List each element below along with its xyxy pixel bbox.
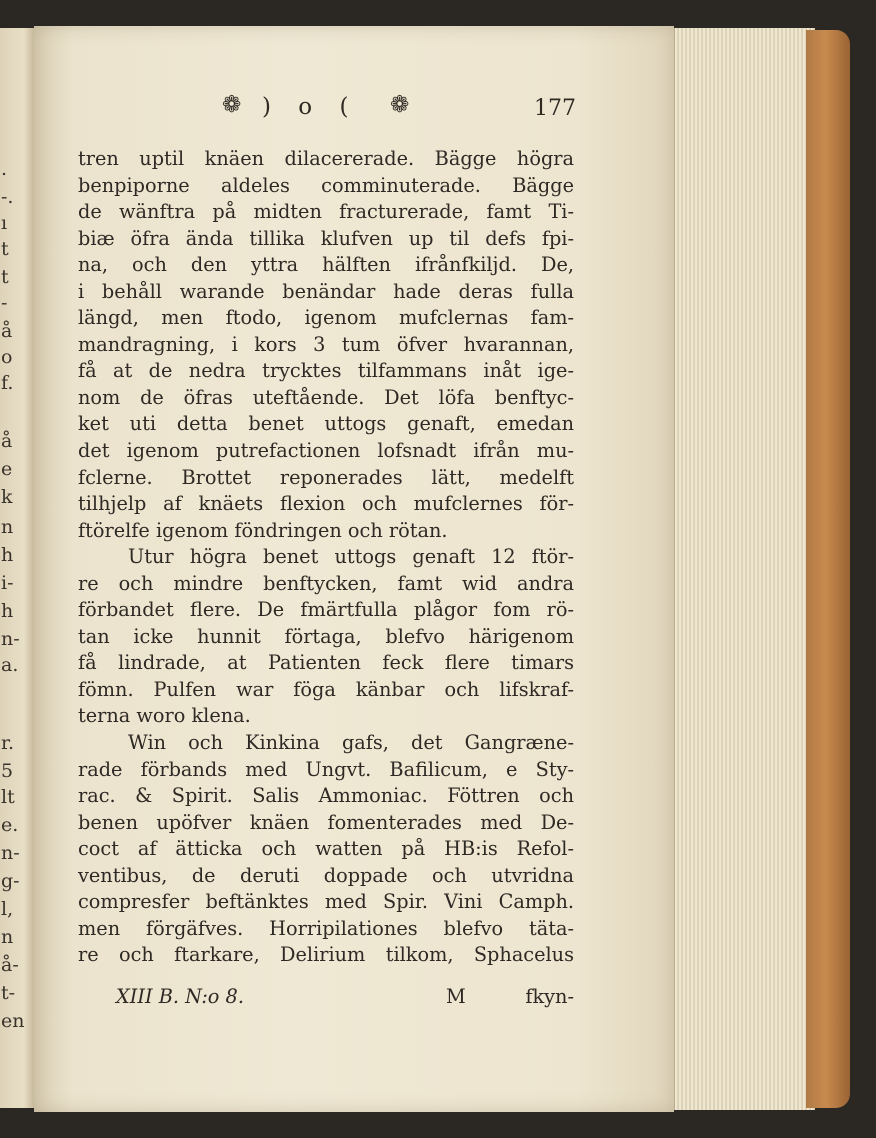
signature-mark: XIII B. N:o 8.: [116, 985, 244, 1008]
text-line: de wänftra på midten fracturerade, famt Ti-: [78, 200, 574, 224]
text-line: terna woro klena.: [78, 704, 251, 728]
page-number: 177: [534, 96, 576, 121]
text-line: tilhjelp af knäets flexion och mufclernes för-: [78, 492, 574, 516]
text-line: det igenom putrefactionen lofsnadt ifrån mu-: [78, 439, 574, 463]
text-line: förbandet flere. De fmärtfulla plågor fom rö-: [78, 598, 574, 622]
paragraph-start-line: Win och Kinkina gafs, det Gangræne-: [128, 731, 574, 755]
left-fragment: f.: [1, 372, 14, 394]
text-line: re och ftarkare, Delirium tilkom, Sphacelus: [78, 943, 574, 967]
left-fragment: 5: [1, 760, 14, 782]
left-fragment: h: [1, 544, 14, 566]
left-fragment: i-: [1, 572, 14, 594]
left-fragment: t-: [1, 982, 16, 1004]
text-line: compresfer beftänktes med Spir. Vini Camph.: [78, 890, 574, 914]
left-fragment: e: [1, 458, 13, 480]
left-fragment: å: [1, 430, 13, 452]
text-line: mandragning, i kors 3 tum öfver hvarannan,: [78, 332, 574, 356]
left-fragment: n-: [1, 628, 20, 650]
text-line: benen upöfver knäen fomenterades med De-: [78, 810, 574, 834]
page-header: [222, 92, 592, 128]
left-fragment: lt: [1, 786, 15, 808]
text-line: tren uptil knäen dilacererade. Bägge högra: [78, 147, 574, 170]
left-fragment: -: [1, 292, 8, 314]
left-fragment: e.: [1, 814, 19, 836]
left-fragment: ı: [1, 212, 8, 234]
left-fragment: å-: [1, 954, 19, 976]
left-fragment: h: [1, 600, 14, 622]
left-fragment: n: [1, 926, 14, 948]
paragraph-start-line: Utur högra benet uttogs genaft 12 ftör-: [128, 545, 574, 569]
text-line: biæ öfra ända tillika klufven up til defs fpi-: [78, 226, 574, 250]
text-line: ket uti detta benet uttogs genaft, emedan: [78, 412, 574, 436]
gathering-mark: M: [446, 985, 466, 1008]
left-fragment: en: [1, 1010, 25, 1032]
text-line: få lindrade, at Patienten feck flere timars: [78, 651, 574, 675]
catchword: fkyn-: [525, 985, 574, 1008]
text-line: längd, men ftodo, igenom mufclernas fam-: [78, 306, 574, 330]
text-line: na, och den yttra hälften ifrånfkiljd. De,: [78, 253, 574, 277]
text-line: i behåll warande benändar hade deras fulla: [78, 279, 574, 303]
left-page-edge: [0, 28, 35, 1108]
left-fragment: o: [1, 346, 13, 368]
text-line: rac. & Spirit. Salis Ammoniac. Föttren och: [78, 784, 574, 808]
header-bracket: ) o (: [262, 94, 359, 120]
book-cover-edge: [806, 30, 850, 1108]
text-line: rade förbands med Ungvt. Bafilicum, e Sty-: [78, 757, 574, 781]
text-line: ventibus, de deruti doppade och utvridna: [78, 863, 574, 887]
text-line: fclerne. Brottet reponerades lätt, medelft: [78, 465, 574, 489]
left-fragment: -.: [1, 186, 14, 208]
text-line: men förgäfves. Horripilationes blefvo täta-: [78, 916, 574, 940]
text-line: få at de nedra trycktes tilfammans inåt ige-: [78, 359, 574, 383]
text-line: coct af ätticka och watten på HB:is Refol-: [78, 837, 574, 861]
left-fragment: n-: [1, 842, 20, 864]
text-line: tan icke hunnit förtaga, blefvo härigenom: [78, 624, 574, 648]
text-line: fömn. Pulfen war föga känbar och lifskraf-: [78, 677, 574, 701]
page-footer: [116, 985, 574, 1015]
page-block-edge: [674, 28, 815, 1110]
left-fragment: g-: [1, 870, 20, 892]
left-fragment: l,: [1, 898, 14, 920]
left-fragment: t: [1, 266, 9, 288]
left-fragment: .: [1, 158, 8, 180]
body-text: [78, 146, 574, 969]
left-fragment: a.: [1, 654, 19, 676]
left-fragment: t: [1, 238, 9, 260]
flower-ornament-icon: ❁: [222, 92, 242, 118]
text-line: nom de öfras uteftående. Det löfa benftyc-: [78, 385, 574, 409]
left-fragment: r.: [1, 732, 15, 754]
left-fragment: k: [1, 486, 13, 508]
text-line: benpiporne aldeles comminuterade. Bägge: [78, 173, 574, 197]
left-fragment: å: [1, 320, 13, 342]
left-fragment: n: [1, 516, 14, 538]
flower-ornament-icon: ❁: [390, 92, 410, 118]
text-line: ftörelfe igenom föndringen och rötan.: [78, 518, 448, 542]
text-line: re och mindre benftycken, famt wid andra: [78, 571, 574, 595]
